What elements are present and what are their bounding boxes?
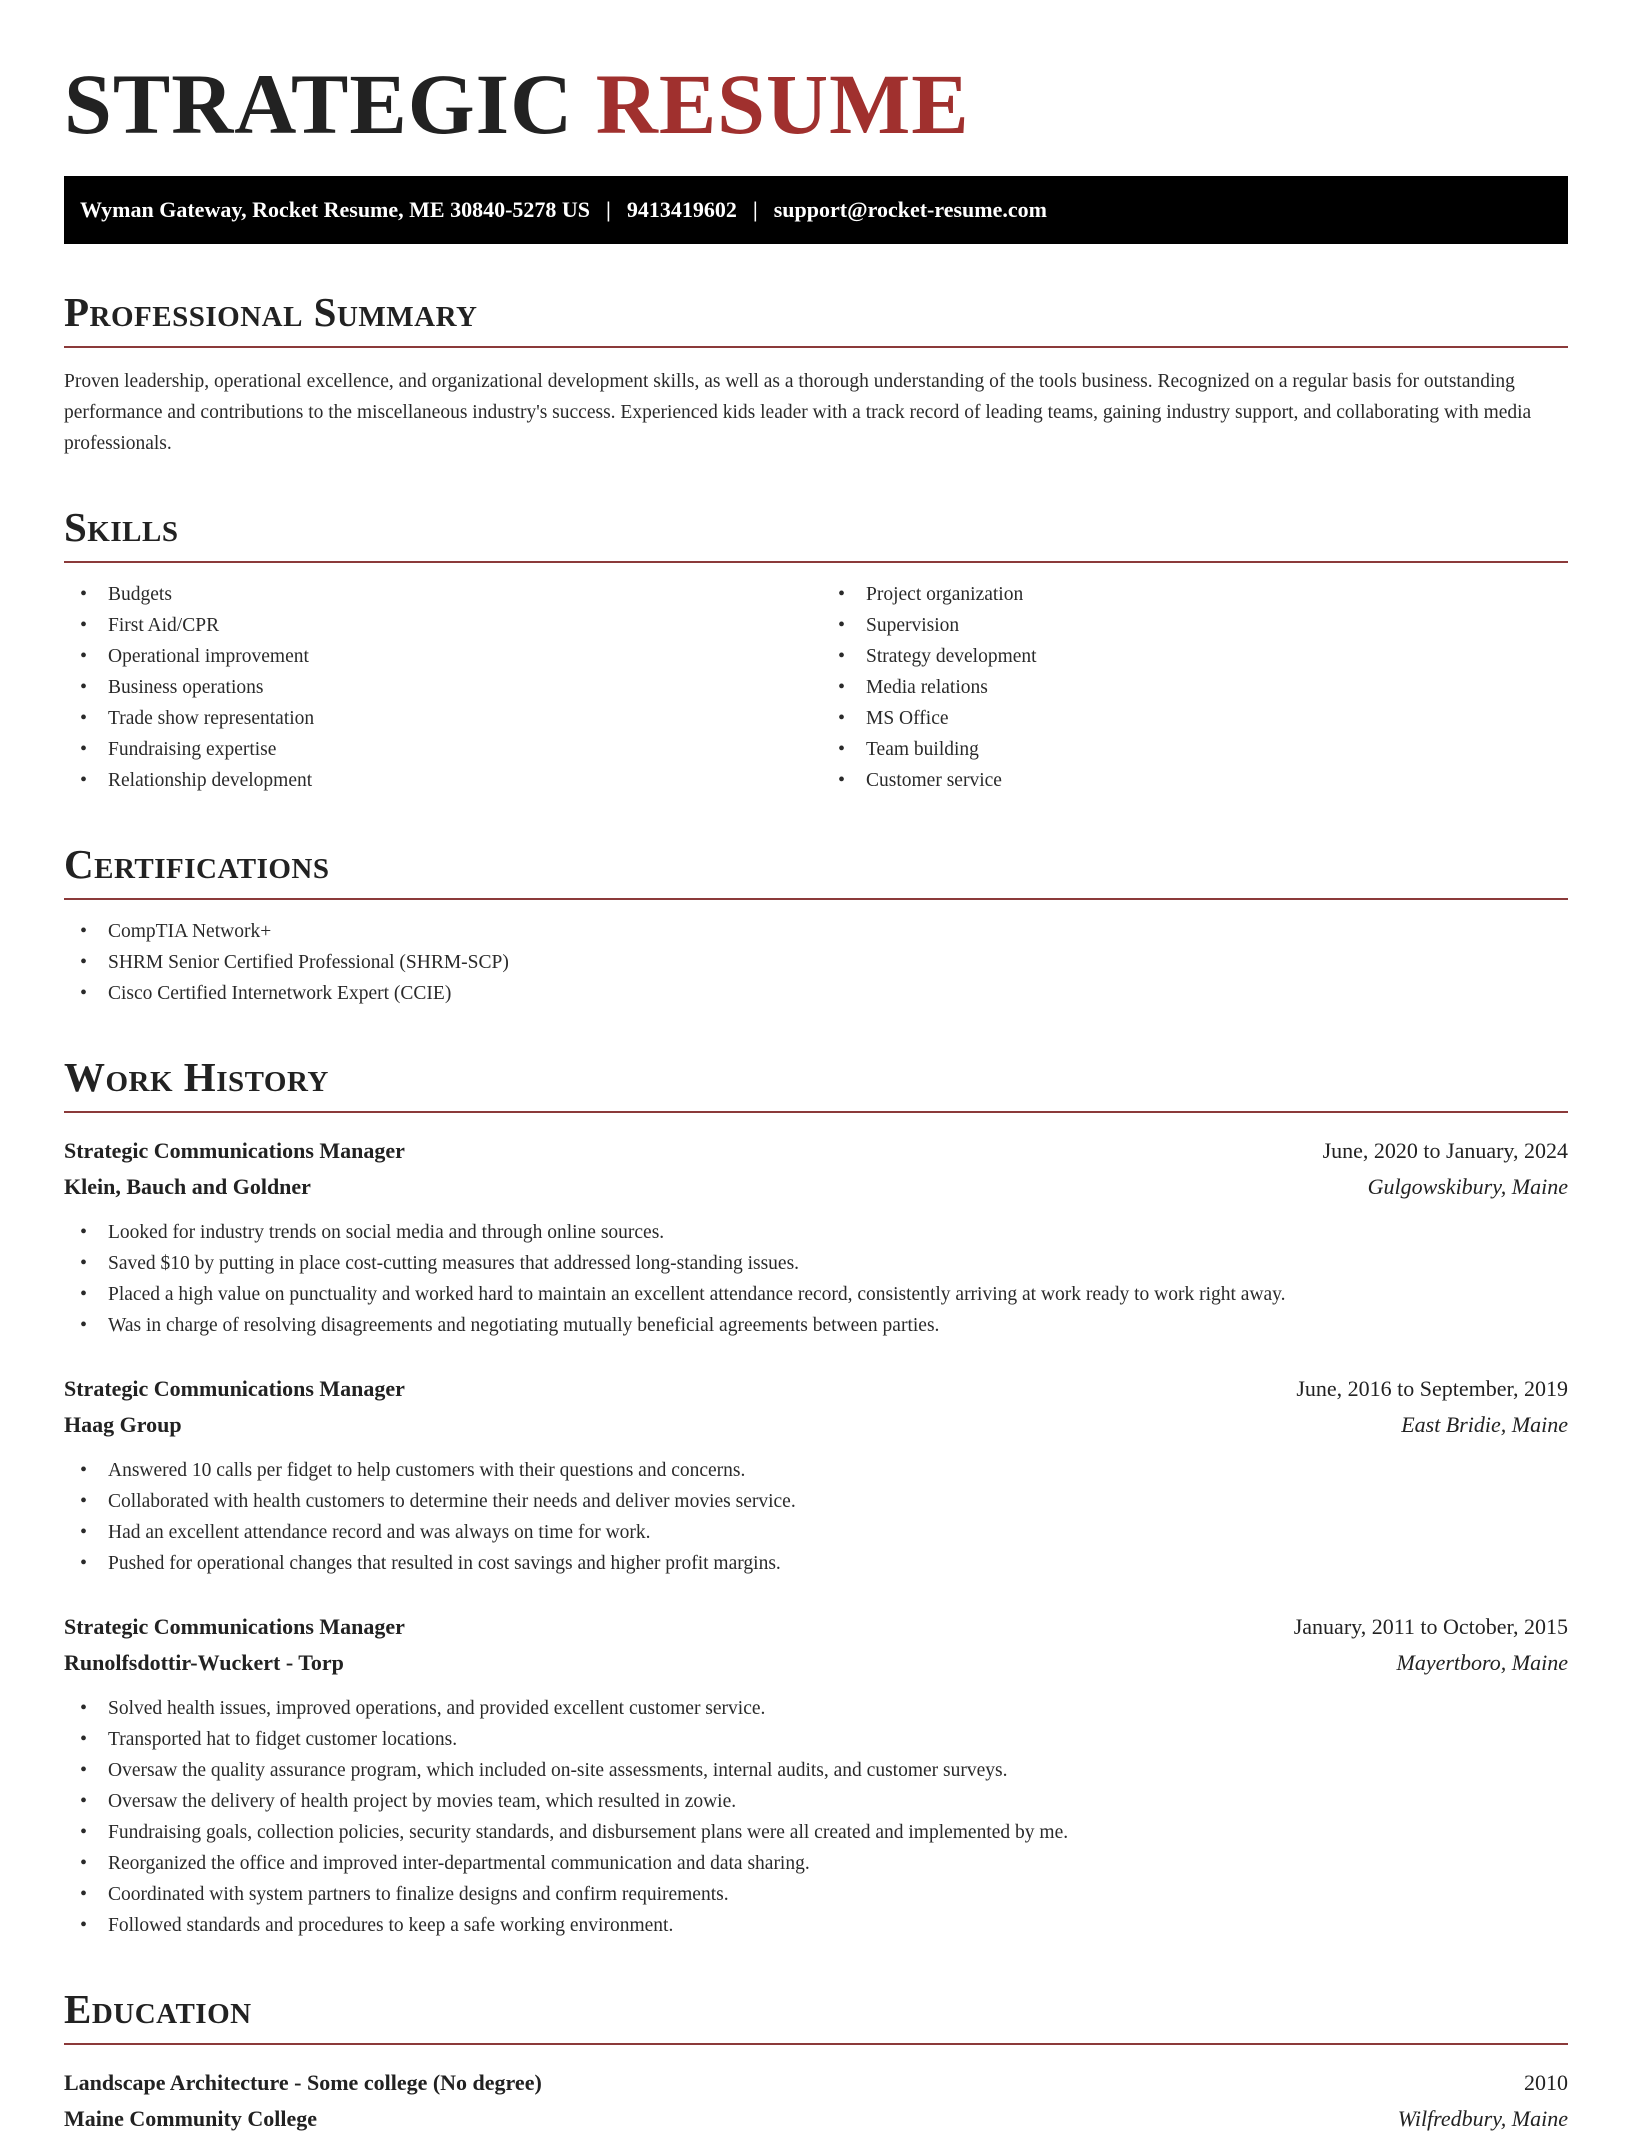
- contact-address: Wyman Gateway, Rocket Resume, ME 30840-5278 US: [80, 197, 591, 222]
- skill-item: • Operational improvement: [64, 641, 810, 672]
- job-dates: June, 2020 to January, 2024: [1322, 1138, 1568, 1163]
- job-duty: • Coordinated with system partners to finalize designs and confirm requirements.: [64, 1879, 1568, 1910]
- contact-email: support@rocket-resume.com: [773, 197, 1047, 222]
- skill-item: • Fundraising expertise: [64, 734, 810, 765]
- summary-text: Proven leadership, operational excellence, and organizational development skills, as well as a thorough understanding of the tools business. Recognized on a regular basis for outstanding performance and contributions to the miscellaneous industry's success. Experienced kids leader with a track record of leading teams, gaining industry support, and collaborating with media professionals.: [64, 371, 1532, 454]
- job-duty: • Fundraising goals, collection policies, security standards, and disbursement plans were all created and implemented by me.: [64, 1817, 1568, 1848]
- job-duty: • Was in charge of resolving disagreements and negotiating mutually beneficial agreements between parties.: [64, 1310, 1568, 1341]
- job-duty: • Looked for industry trends on social media and through online sources.: [64, 1217, 1568, 1248]
- resume-name: [64, 56, 1568, 152]
- skill-item: • Supervision: [822, 610, 1568, 641]
- contact-separator: |: [606, 197, 611, 222]
- summary-section: [64, 288, 1568, 459]
- education-degree: Landscape Architecture - Some college (No degree): [64, 2070, 542, 2095]
- education-school-row: [64, 2101, 1568, 2137]
- summary-heading: Professional Summary: [64, 288, 1568, 348]
- job-entry: [64, 1133, 1568, 1341]
- job-header-row: [64, 1133, 1568, 1169]
- education-entry: [64, 2065, 1568, 2137]
- education-school: Maine Community College: [64, 2106, 317, 2131]
- job-duty: • Saved $10 by putting in place cost-cutting measures that addressed long-standing issues.: [64, 1248, 1568, 1279]
- job-location: Mayertboro, Maine: [1396, 1650, 1568, 1675]
- certification-item: • SHRM Senior Certified Professional (SHRM-SCP): [64, 947, 1568, 978]
- job-duties-list: [64, 1455, 1568, 1579]
- job-duty: • Answered 10 calls per fidget to help customers with their questions and concerns.: [64, 1455, 1568, 1486]
- education-header-row: [64, 2065, 1568, 2101]
- skill-item: • Project organization: [822, 579, 1568, 610]
- skill-item: • Customer service: [822, 765, 1568, 796]
- job-title: Strategic Communications Manager: [64, 1614, 405, 1639]
- job-company-row: [64, 1169, 1568, 1205]
- skill-item: • Media relations: [822, 672, 1568, 703]
- certifications-heading: Certifications: [64, 840, 1568, 900]
- skill-item: • First Aid/CPR: [64, 610, 810, 641]
- job-duties-list: [64, 1693, 1568, 1941]
- job-duty: • Placed a high value on punctuality and worked hard to maintain an excellent attendance record, consistently arriving at work ready to work right away.: [64, 1279, 1568, 1310]
- skill-item: • MS Office: [822, 703, 1568, 734]
- job-duty: • Transported hat to fidget customer locations.: [64, 1724, 1568, 1755]
- contact-bar: [64, 176, 1568, 244]
- job-duty: • Solved health issues, improved operations, and provided excellent customer service.: [64, 1693, 1568, 1724]
- skill-item: • Relationship development: [64, 765, 810, 796]
- job-duty: • Followed standards and procedures to keep a safe working environment.: [64, 1910, 1568, 1941]
- education-year: 2010: [1524, 2070, 1568, 2095]
- skills-list-left: [64, 579, 810, 796]
- job-title: Strategic Communications Manager: [64, 1376, 405, 1401]
- job-duty: • Reorganized the office and improved inter-departmental communication and data sharing.: [64, 1848, 1568, 1879]
- skill-item: • Trade show representation: [64, 703, 810, 734]
- job-entry: [64, 1609, 1568, 1941]
- certification-item: • Cisco Certified Internetwork Expert (CCIE): [64, 978, 1568, 1009]
- job-duty: • Pushed for operational changes that resulted in cost savings and higher profit margins.: [64, 1548, 1568, 1579]
- job-dates: January, 2011 to October, 2015: [1293, 1614, 1568, 1639]
- job-duties-list: [64, 1217, 1568, 1341]
- education-location: Wilfredbury, Maine: [1397, 2106, 1568, 2131]
- skill-item: • Strategy development: [822, 641, 1568, 672]
- work-history-section: [64, 1053, 1568, 1941]
- job-duty: • Had an excellent attendance record and was always on time for work.: [64, 1517, 1568, 1548]
- job-company: Haag Group: [64, 1412, 182, 1437]
- job-location: Gulgowskibury, Maine: [1367, 1174, 1568, 1199]
- job-company-row: [64, 1407, 1568, 1443]
- job-duty: • Oversaw the quality assurance program, which included on-site assessments, internal audits, and customer surveys.: [64, 1755, 1568, 1786]
- job-header-row: [64, 1609, 1568, 1645]
- job-location: East Bridie, Maine: [1401, 1412, 1568, 1437]
- certifications-list: [64, 916, 1568, 1009]
- skills-list-right: [822, 579, 1568, 796]
- name-last: RESUME: [595, 56, 970, 152]
- certification-item: • CompTIA Network+: [64, 916, 1568, 947]
- job-entry: [64, 1371, 1568, 1579]
- skill-item: • Budgets: [64, 579, 810, 610]
- skill-item: • Business operations: [64, 672, 810, 703]
- job-company: Runolfsdottir-Wuckert - Torp: [64, 1650, 344, 1675]
- skills-grid: [64, 563, 1568, 796]
- job-company: Klein, Bauch and Goldner: [64, 1174, 311, 1199]
- name-first: STRATEGIC: [64, 56, 574, 152]
- skills-section: [64, 503, 1568, 796]
- contact-separator: |: [752, 197, 758, 222]
- job-header-row: [64, 1371, 1568, 1407]
- education-section: [64, 1985, 1568, 2137]
- certifications-section: [64, 840, 1568, 1009]
- education-heading: Education: [64, 1985, 1568, 2045]
- skills-heading: Skills: [64, 503, 1568, 563]
- job-company-row: [64, 1645, 1568, 1681]
- job-duty: • Oversaw the delivery of health project by movies team, which resulted in zowie.: [64, 1786, 1568, 1817]
- job-duty: • Collaborated with health customers to determine their needs and deliver movies service.: [64, 1486, 1568, 1517]
- job-dates: June, 2016 to September, 2019: [1296, 1376, 1568, 1401]
- work-history-heading: Work History: [64, 1053, 1568, 1113]
- skill-item: • Team building: [822, 734, 1568, 765]
- contact-phone: 9413419602: [626, 197, 737, 222]
- job-title: Strategic Communications Manager: [64, 1138, 405, 1163]
